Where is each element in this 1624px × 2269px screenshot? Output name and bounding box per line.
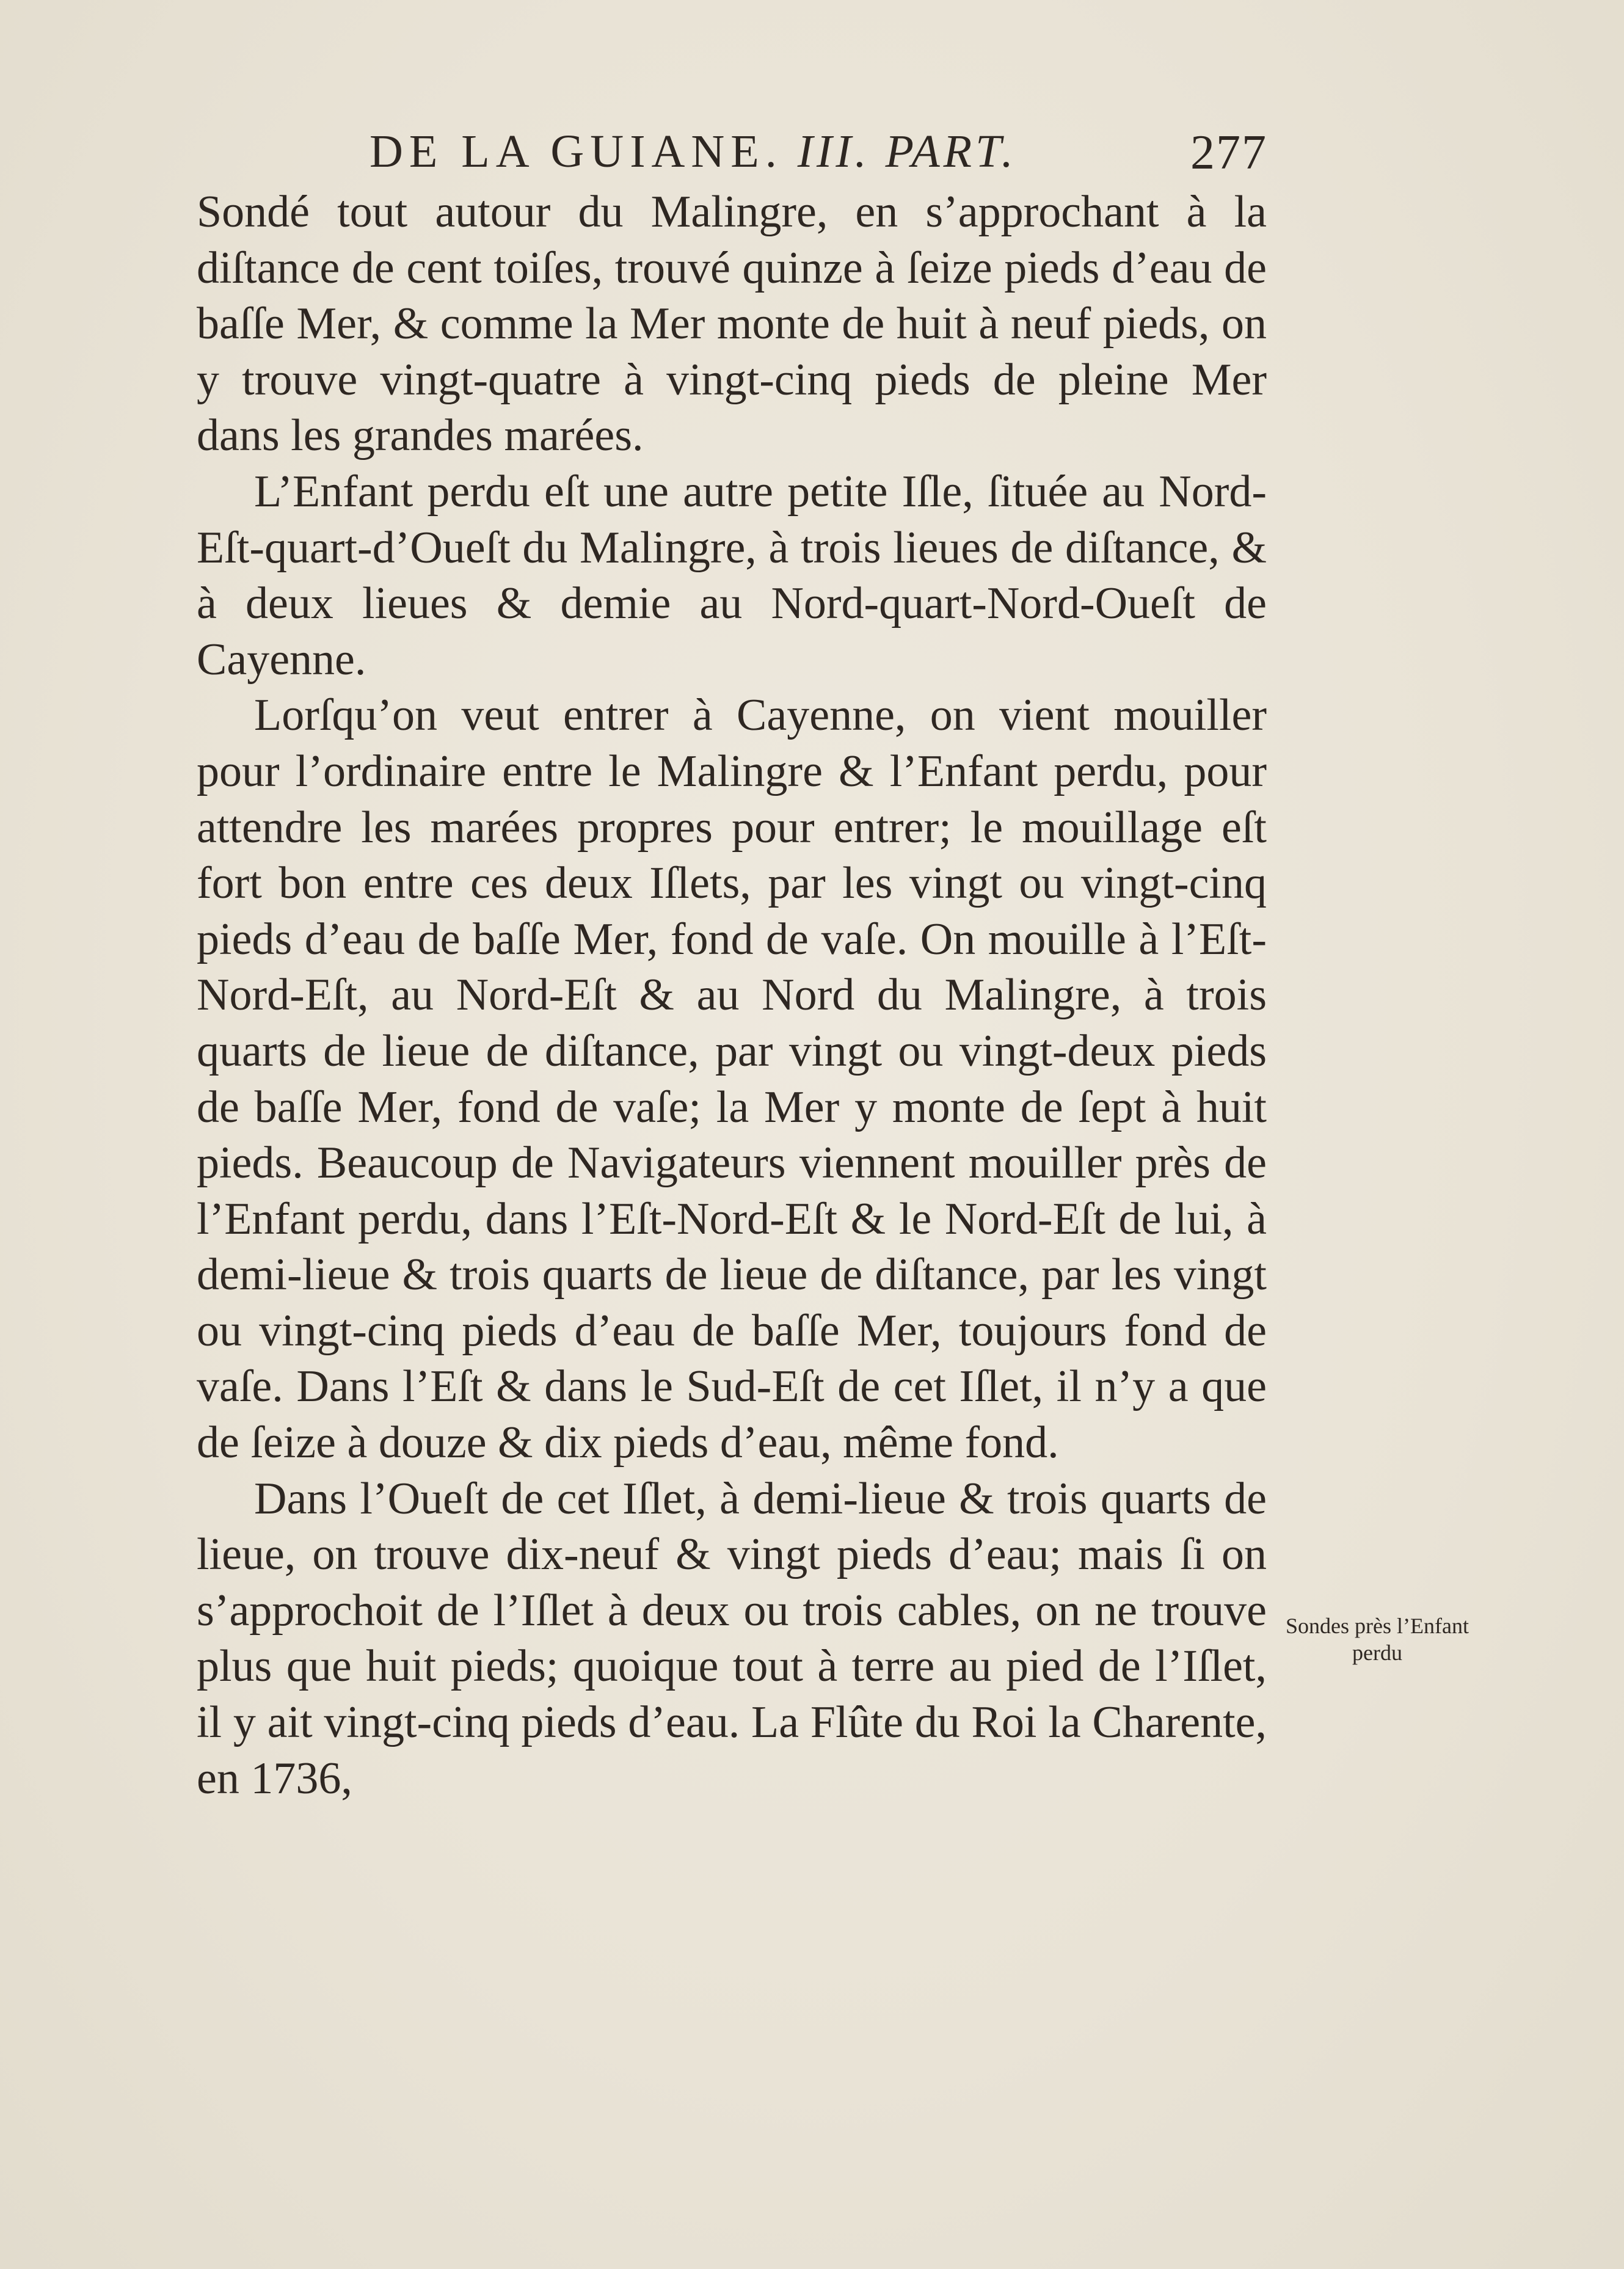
margin-note: Sondes près l’Enfant perdu: [1286, 1614, 1469, 1665]
running-head: [370, 125, 1017, 178]
paragraph-4: Dans l’Oueſt de cet Iſlet, à demi-lieue & trois quarts de lieue, on trouve dix-neuf & vingt pieds d’eau; mais ſi on s’approchoit de l’Iſlet à deux ou trois cables, on ne trouve plus que huit pieds; quoique tout à terre au pied de l’Iſlet, il y ait vingt-cinq pieds d’eau. La Flûte du Roi la Charente, en 1736,: [197, 1473, 1267, 1804]
running-head-title: DE LA GUIANE.: [370, 126, 783, 177]
page-header: [370, 125, 1267, 192]
paragraph-3: Lorſqu’on veut entrer à Cayenne, on vient mouiller pour l’ordinaire entre le Malingre & l’Enfant perdu, pour attendre les marées propres pour entrer; le mouillage eſt fort bon entre ces deux Iſlets, par les vingt ou vingt-cinq pieds d’eau de baſſe Mer, fond de vaſe. On mouille à l’Eſt-Nord-Eſt, au Nord-Eſt & au Nord du Malingre, à trois quarts de lieue de diſtance, par vingt ou vingt-deux pieds de baſſe Mer, fond de vaſe; la Mer y monte de ſept à huit pieds. Beaucoup de Navigateurs viennent mouiller près de l’Enfant perdu, dans l’Eſt-Nord-Eſt & le Nord-Eſt de lui, à demi-lieue & trois quarts de lieue de diſtance, par les vingt ou vingt-cinq pieds d’eau de baſſe Mer, toujours fond de vaſe. Dans l’Eſt & dans le Sud-Eſt de cet Iſlet, il n’y a que de ſeize à douze & dix pieds d’eau, même fond.: [197, 690, 1267, 1468]
running-head-part: III. PART.: [797, 126, 1017, 177]
page-number: 277: [1190, 126, 1267, 180]
paragraph-2: L’Enfant perdu eſt une autre petite Iſle, ſituée au Nord-Eſt-quart-d’Oueſt du Malingre, à trois lieues de diſtance, & à deux lieues & demie au Nord-quart-Nord-Oueſt de Cayenne.: [197, 466, 1267, 685]
body-text: [197, 184, 1267, 1807]
paragraph-1: Sondé tout autour du Malingre, en s’approchant à la diſtance de cent toiſes, trouvé quinze à ſeize pieds d’eau de baſſe Mer, & comme la Mer monte de huit à neuf pieds, on y trouve vingt-quatre à vingt-cinq pieds de pleine Mer dans les grandes marées.: [197, 187, 1267, 461]
